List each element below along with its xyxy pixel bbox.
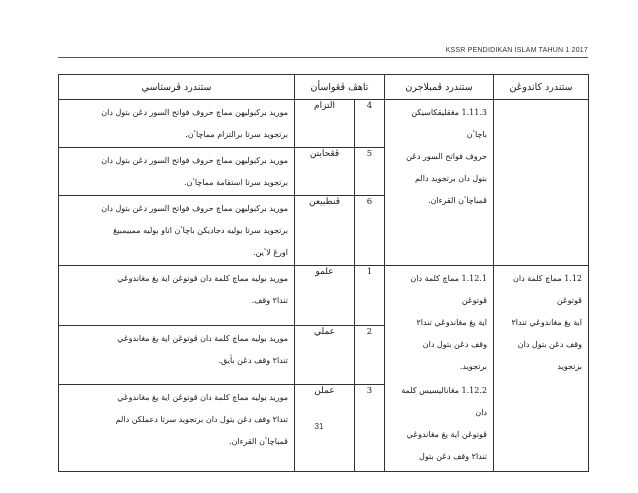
table-header-row [59,75,589,100]
performance-cell [59,100,295,148]
column-header-standard-content: ستندرد کاندوڠن [494,75,589,100]
performance-cell [59,325,295,385]
column-header-performance-standard: ستندرد ڤرستاسي [59,75,295,100]
column-header-level: تاهڤ ڤڠواسأن [295,75,385,100]
performance-line: موريد برکبوليهن مماچ حروف فواتح السور دڠن بتول دان [101,156,288,165]
learning-standard-line: 1.12.1 مماچ کلمة دان ڤوتوڠن [410,274,487,305]
performance-cell [59,266,295,326]
learning-standard-line: 1.11.3 مڠقليقکاسيکن باچاٴن [411,108,487,139]
level-number: 2 [355,325,385,385]
performance-line: برتجويد سرتا استقامة مماچاٴن. [184,178,288,187]
learning-standard-line: حروف فواتح السور دڠن [406,152,487,161]
level-focus: ڤنطبيعن [295,196,355,266]
learning-standard-item [389,268,487,378]
level-focus: ڤڠحايتن [295,148,355,196]
performance-line: تندا٢ وقف. [251,296,288,305]
learning-standard-cell [385,100,494,266]
standard-content-line: برتجويد [557,362,582,371]
standard-content-line: وقف دڠن بتول دان [517,340,582,349]
performance-line: اورڠ لاٴين. [252,248,288,257]
level-number: 4 [355,100,385,148]
level-number: 6 [355,196,385,266]
learning-standard-line: اية يڠ مڠاندوڠي تندا٢ [416,318,487,327]
performance-line: موريد برکبوليهن مماچ حروف فواتح السور دڠن بتول دان [101,204,288,213]
standard-content-cell [494,266,589,472]
running-header: KSSR PENDIDIKAN ISLAM TAHUN 1 2017 [445,47,588,54]
performance-line: موريد بوليه مماچ کلمة دان ڤوتوڠن اية يڠ مڠاندوڠي [117,393,288,403]
performance-line: موريد بوليه مماچ کلمة دان ڤوتوڠن اية يڠ مڠاندوڠي [117,333,288,343]
performance-cell [59,196,295,266]
learning-standard-line: برتجويد. [459,362,487,371]
learning-standard-line: 1.12.2 مڠاناليسيس کلمة دان [401,386,487,417]
standard-content-cell [494,100,589,266]
learning-standard-line: تندا٢ وقف دڠن بتول [419,452,487,461]
table-row [59,100,589,148]
standard-content-line: 1.12 مماچ کلمة دان ڤوتوڠن [513,274,582,305]
learning-standard-line: ڤمباچاٴن القرءان. [428,196,487,205]
learning-standard-line: بتول دان برتجويد دالم [414,174,487,183]
performance-cell [59,148,295,196]
level-focus: عملي [295,325,355,385]
page-number: 31 [314,422,324,431]
performance-line: برتجويد سرتا بوليه دجاديکن باچاٴن اتاو بوليه ممبيمبيڠ [113,226,288,235]
level-focus: علمو [295,266,355,326]
learning-standard-line: وقف دڠن بتول دان [422,340,487,349]
performance-line: تندا٢ وقف دڠن بأيق. [218,355,288,365]
table-row [59,266,589,326]
learning-standard-cell [385,266,494,472]
performance-line: موريد بوليه مماچ کلمة دان ڤوتوڠن اية يڠ مڠاندوڠي [117,274,288,283]
column-header-learning-standard: ستندرد ڤمبلاجرن [385,75,494,100]
learning-standard-line: ڤوتوڠن اية يڠ مڠاندوڠي [406,430,487,439]
level-focus: عملن [295,385,355,472]
header-rule [58,57,588,58]
curriculum-table [58,74,589,472]
performance-line: برتجويد سرتا برالتزام مماچاٴن. [185,130,288,139]
level-number: 3 [355,385,385,472]
performance-line: ڤمباچاٴن القرءان. [229,437,288,447]
level-number: 5 [355,148,385,196]
performance-line: تندا٢ وقف دڠن بتول دان برتجويد سرتا دعملکن دالم [115,415,288,425]
performance-line: موريد برکبوليهن مماچ حروف فواتح السور دڠن بتول دان [101,108,288,117]
level-focus: التزام [295,100,355,148]
standard-content-line: اية يڠ مڠاندوڠي تندا٢ [511,318,582,327]
level-number: 1 [355,266,385,326]
